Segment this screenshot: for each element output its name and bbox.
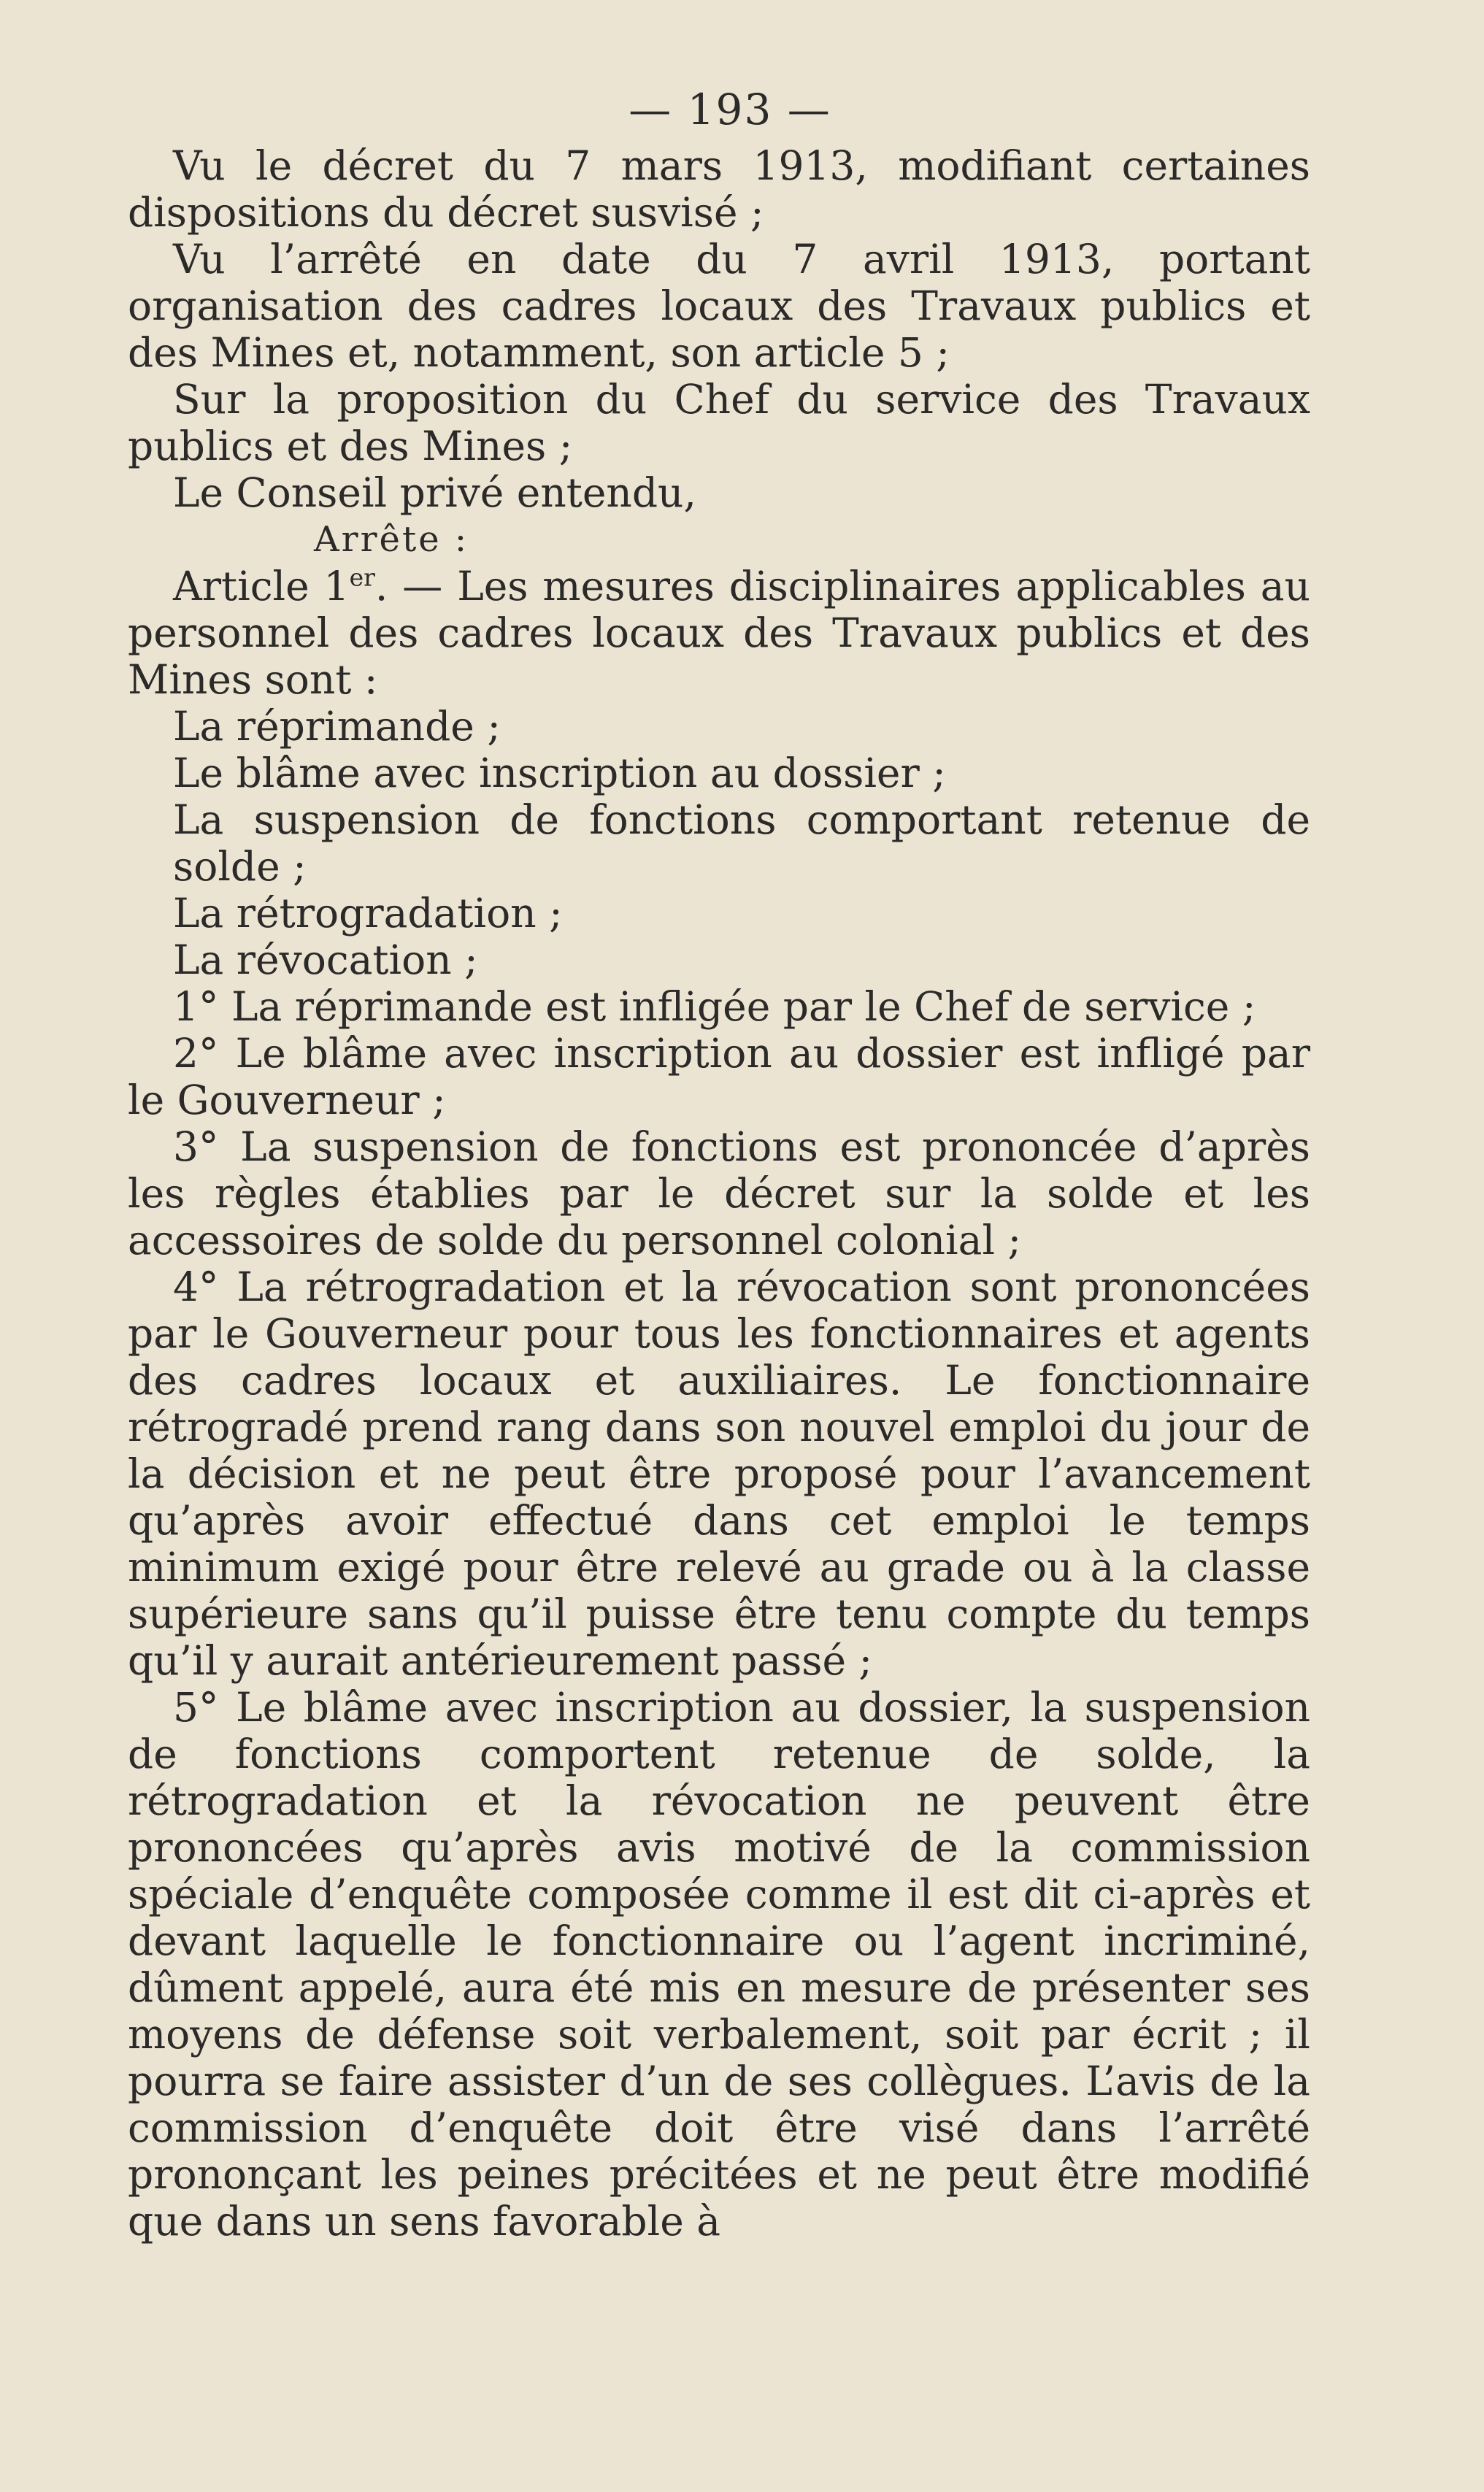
measure-item: La révocation ; <box>173 937 478 983</box>
measure-item: Le blâme avec inscription au dossier ; <box>173 750 946 796</box>
arrete-heading: Arrête : <box>314 519 469 560</box>
numbered-point: 2° Le blâme avec inscription au dossier est infligé par le Gouverneur ; <box>128 1030 1310 1123</box>
preamble-paragraph: Vu l’arrêté en date du 7 avril 1913, portant organisation des cadres locaux des Travaux publics et des Mines et, notamment, son article 5 ; <box>128 236 1310 376</box>
numbered-point: 5° Le blâme avec inscription au dossier, la suspension de fonctions comportent retenue de solde, la rétrogradation et la révocation ne peuvent être prononcées qu’après avis motivé de la commission spéciale d’enquête composée comme il est dit ci-après et devant laquelle le fonctionnaire ou l’agent incriminé, dûment appelé, aura été mis en mesure de présenter ses moyens de défense soit verbalement, soit par écrit ; il pourra se faire assister d’un de ses collègues. L’avis de la commission d’enquête doit être visé dans l’arrêté prononçant les peines précitées et ne peut être modifié que dans un sens favorable à <box>128 1684 1310 2245</box>
measure-item: La suspension de fonctions comportant retenue de solde ; <box>173 796 1310 890</box>
document-page <box>128 77 1310 2245</box>
article-1-superscript: er <box>349 563 375 592</box>
numbered-point: 3° La suspension de fonctions est prononcée d’après les règles établies par le décret sur la solde et les accessoires de solde du personnel colonial ; <box>128 1123 1310 1264</box>
preamble-paragraph: Le Conseil privé entendu, <box>173 469 696 516</box>
article-1-paragraph <box>128 563 1310 703</box>
document-body <box>128 142 1310 2245</box>
page-number: — 193 — <box>628 85 831 134</box>
numbered-point: 4° La rétrogradation et la révocation sont prononcées par le Gouverneur pour tous les fonctionnaires et agents des cadres locaux et auxiliaires. Le fonctionnaire rétrogradé prend rang dans son nouvel emploi du jour de la décision et ne peut être proposé pour l’avancement qu’après avoir effectué dans cet emploi le temps minimum exigé pour être relevé au grade ou à la classe supérieure sans qu’il puisse être tenu compte du temps qu’il y aurait antérieurement passé ; <box>128 1264 1310 1684</box>
measure-item: La réprimande ; <box>173 703 501 750</box>
article-1-prefix: Article 1 <box>173 563 350 609</box>
measure-item: La rétrogradation ; <box>173 890 563 937</box>
article-1-text: . — Les mesures disciplinaires applicables au personnel des cadres locaux des Travaux publics et des Mines sont : <box>128 563 1311 703</box>
preamble-paragraph: Sur la proposition du Chef du service des Travaux publics et des Mines ; <box>128 376 1310 469</box>
preamble-paragraph: Vu le décret du 7 mars 1913, modifiant certaines dispositions du décret susvisé ; <box>128 142 1310 236</box>
numbered-point: 1° La réprimande est infligée par le Chef de service ; <box>173 983 1256 1030</box>
